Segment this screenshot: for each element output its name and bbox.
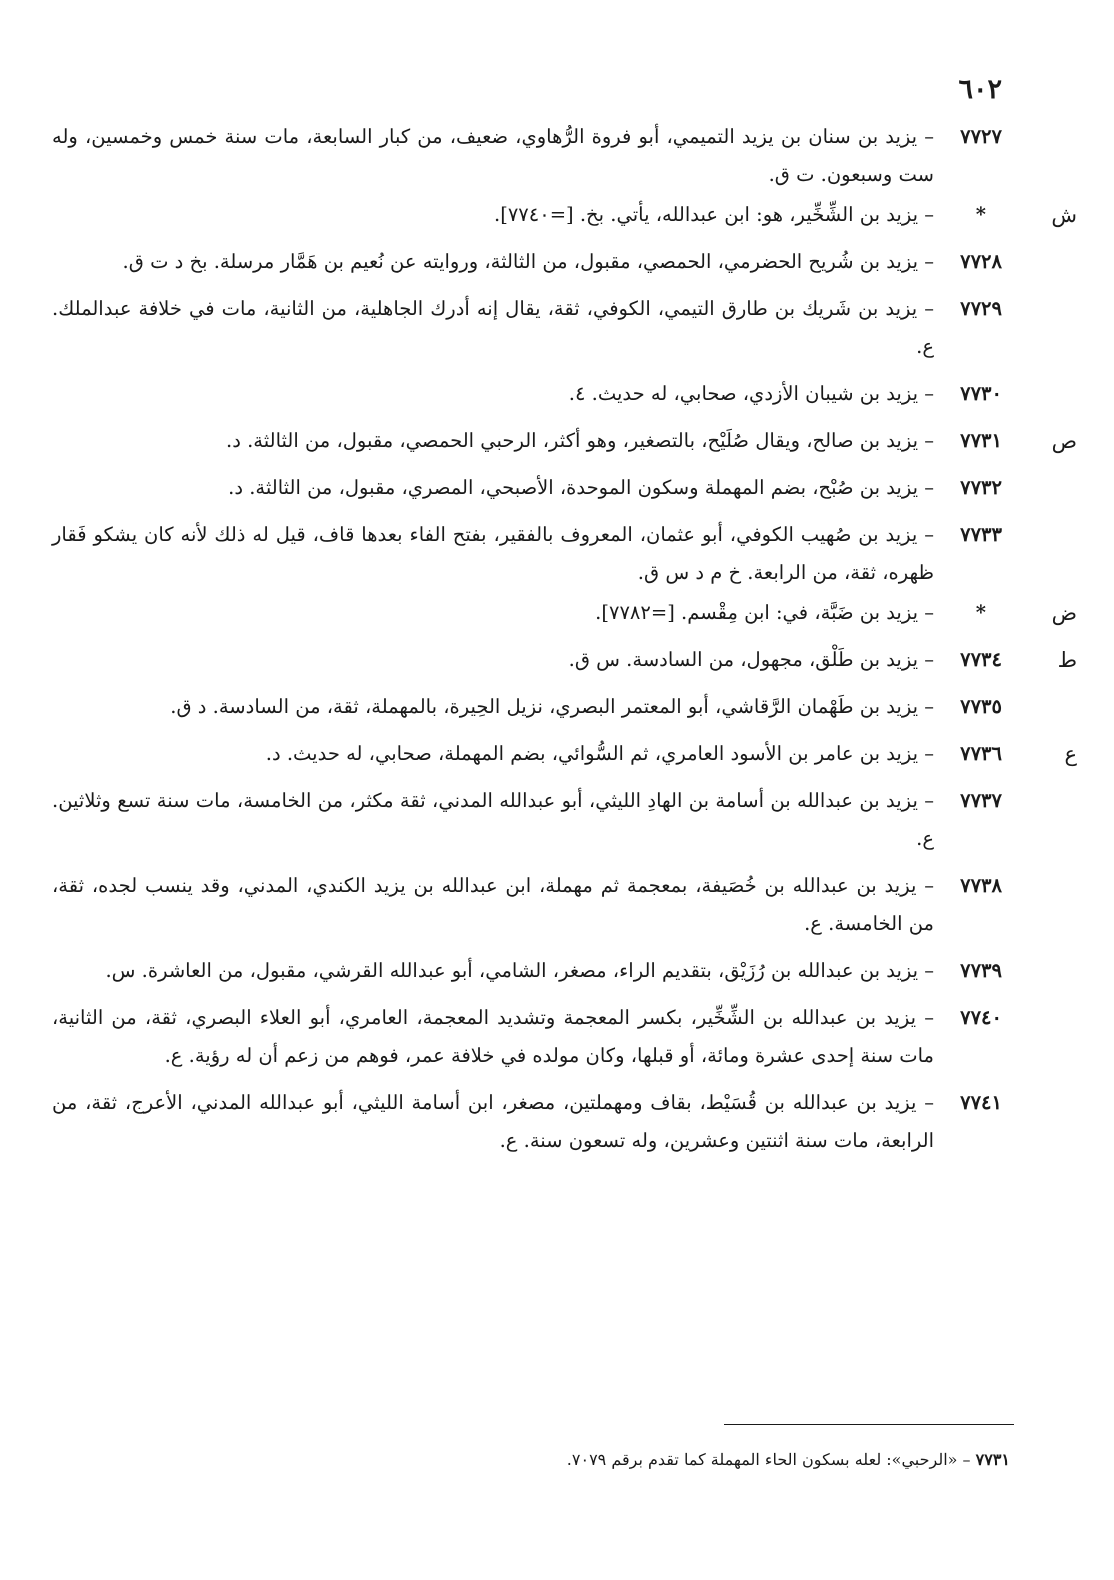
entry-7738 <box>52 867 1002 943</box>
entry-7736 <box>52 735 1077 773</box>
entry-number: ٧٧٣٢ <box>960 476 1002 499</box>
letter-marker: ص <box>1051 429 1077 453</box>
entry-text: – يزيد بن طَلْق، مجهول، من السادسة. س ق. <box>568 648 934 671</box>
page-number: ٦٠٢ <box>958 74 1002 105</box>
entry-7741 <box>52 1084 1002 1160</box>
footnote <box>300 1448 1010 1472</box>
entry-number: ٧٧٣٦ <box>960 742 1002 765</box>
entries-list <box>52 118 1077 1160</box>
entry-text: – يزيد بن عبدالله بن أسامة بن الهادِ الليثي، أبو عبدالله المدني، ثقة مكثر، من الخامسة، مات سنة تسع وثلاثين. ع. <box>52 789 934 850</box>
entry-reference-shikhkhir <box>52 196 1077 234</box>
entry-text: – يزيد بن شَريك بن طارق التيمي، الكوفي، ثقة، يقال إنه أدرك الجاهلية، من الثانية، مات في خلافة عبدالملك. ع. <box>52 297 934 358</box>
entry-text: – يزيد بن عبدالله بن رُزَيْق، بتقديم الراء، مصغر، الشامي، أبو عبدالله القرشي، مقبول، من العاشرة. س. <box>105 959 934 982</box>
entry-number: ٧٧٣٤ <box>960 648 1002 671</box>
entry-text: – يزيد بن صُبْح، بضم المهملة وسكون الموحدة، الأصبحي، المصري، مقبول، من الثالثة. د. <box>228 476 934 499</box>
reference-star: * <box>975 601 986 624</box>
entry-number: ٧٧٢٩ <box>960 297 1002 320</box>
entry-7728 <box>52 243 1002 281</box>
entry-text: – يزيد بن عامر بن الأسود العامري، ثم السُّوائي، بضم المهملة، صحابي، له حديث. د. <box>265 742 934 765</box>
entry-7739 <box>52 952 1002 990</box>
entry-7730 <box>52 375 1002 413</box>
entry-text: – يزيد بن طَهْمان الرَّقاشي، أبو المعتمر البصري، نزيل الحِيرة، بالمهملة، ثقة، من السادسة. د ق. <box>170 695 934 718</box>
entry-number: ٧٧٣٨ <box>960 874 1002 897</box>
entry-number: ٧٧٢٧ <box>960 125 1002 148</box>
entry-text: – يزيد بن صُهيب الكوفي، أبو عثمان، المعروف بالفقير، بفتح الفاء بعدها قاف، قيل له ذلك لأنه كان يشكو فَقار ظهره، ثقة، من الرابعة. خ م د س ق. <box>52 523 934 584</box>
entry-number: ٧٧٢٨ <box>960 250 1002 273</box>
entry-text: – يزيد بن الشِّخِّير، هو: ابن عبدالله، يأتي. بخ. [=٧٧٤٠]. <box>494 203 934 226</box>
entry-7732 <box>52 469 1002 507</box>
entry-7740 <box>52 999 1002 1075</box>
entry-number: ٧٧٣٩ <box>960 959 1002 982</box>
entry-7727 <box>52 118 1002 194</box>
entry-text: – يزيد بن شيبان الأزدي، صحابي، له حديث. ٤. <box>568 382 934 405</box>
entry-number: ٧٧٤٠ <box>960 1006 1002 1029</box>
entry-7733 <box>52 516 1002 592</box>
entry-text: – يزيد بن سنان بن يزيد التميمي، أبو فروة الرُّهاوي، ضعيف، من كبار السابعة، مات سنة خمس وخمسين، وله ست وسبعون. ت ق. <box>52 125 934 186</box>
entry-number: ٧٧٣٣ <box>960 523 1002 546</box>
letter-marker: ع <box>1064 742 1077 766</box>
entry-text: – يزيد بن شُريح الحضرمي، الحمصي، مقبول، من الثالثة، وروايته عن نُعيم بن هَمَّار مرسلة. بخ د ت ق. <box>122 250 934 273</box>
entry-text: – يزيد بن صالح، ويقال صُلَيْح، بالتصغير، وهو أكثر، الرحبي الحمصي، مقبول، من الثالثة. د. <box>226 429 934 452</box>
entry-number: ٧٧٣١ <box>960 429 1002 452</box>
footnote-separator <box>724 1424 1014 1425</box>
entry-7734 <box>52 641 1077 679</box>
entry-number: ٧٧٣٠ <box>960 382 1002 405</box>
entry-text: – يزيد بن عبدالله بن قُسَيْط، بقاف ومهملتين، مصغر، ابن أسامة الليثي، أبو عبدالله المدني، الأعرج، ثقة، من الرابعة، مات سنة اثنتين وعشرين، وله تسعون سنة. ع. <box>52 1091 934 1152</box>
footnote-number: ٧٧٣١ <box>975 1450 1010 1469</box>
entry-7735 <box>52 688 1002 726</box>
entry-number: ٧٧٣٥ <box>960 695 1002 718</box>
reference-star: * <box>975 203 986 226</box>
entry-text: – يزيد بن ضَبَّة، في: ابن مِقْسم. [=٧٧٨٢]. <box>595 601 934 624</box>
letter-marker: ط <box>1057 648 1077 672</box>
entry-7729 <box>52 290 1002 366</box>
entry-7737 <box>52 782 1002 858</box>
entry-text: – يزيد بن عبدالله بن الشِّخِّير، بكسر المعجمة وتشديد المعجمة، العامري، أبو العلاء البصري، ثقة، من الثانية، مات سنة إحدى عشرة ومائة، أو قبلها، وكان مولده في خلافة عمر، فوهم من زعم أن له رؤية. ع. <box>52 1006 934 1067</box>
entry-number: ٧٧٤١ <box>960 1091 1002 1114</box>
letter-marker: ش <box>1051 203 1077 227</box>
entry-number: ٧٧٣٧ <box>960 789 1002 812</box>
entry-text: – يزيد بن عبدالله بن خُصَيفة، بمعجمة ثم مهملة، ابن عبدالله بن يزيد الكندي، المدني، وقد ينسب لجده، ثقة، من الخامسة. ع. <box>52 874 934 935</box>
entry-7731 <box>52 422 1077 460</box>
entry-reference-dabba <box>52 594 1077 632</box>
letter-marker: ض <box>1051 601 1077 625</box>
footnote-text: – «الرحبي»: لعله بسكون الحاء المهملة كما تقدم برقم ٧٠٧٩. <box>566 1450 971 1469</box>
